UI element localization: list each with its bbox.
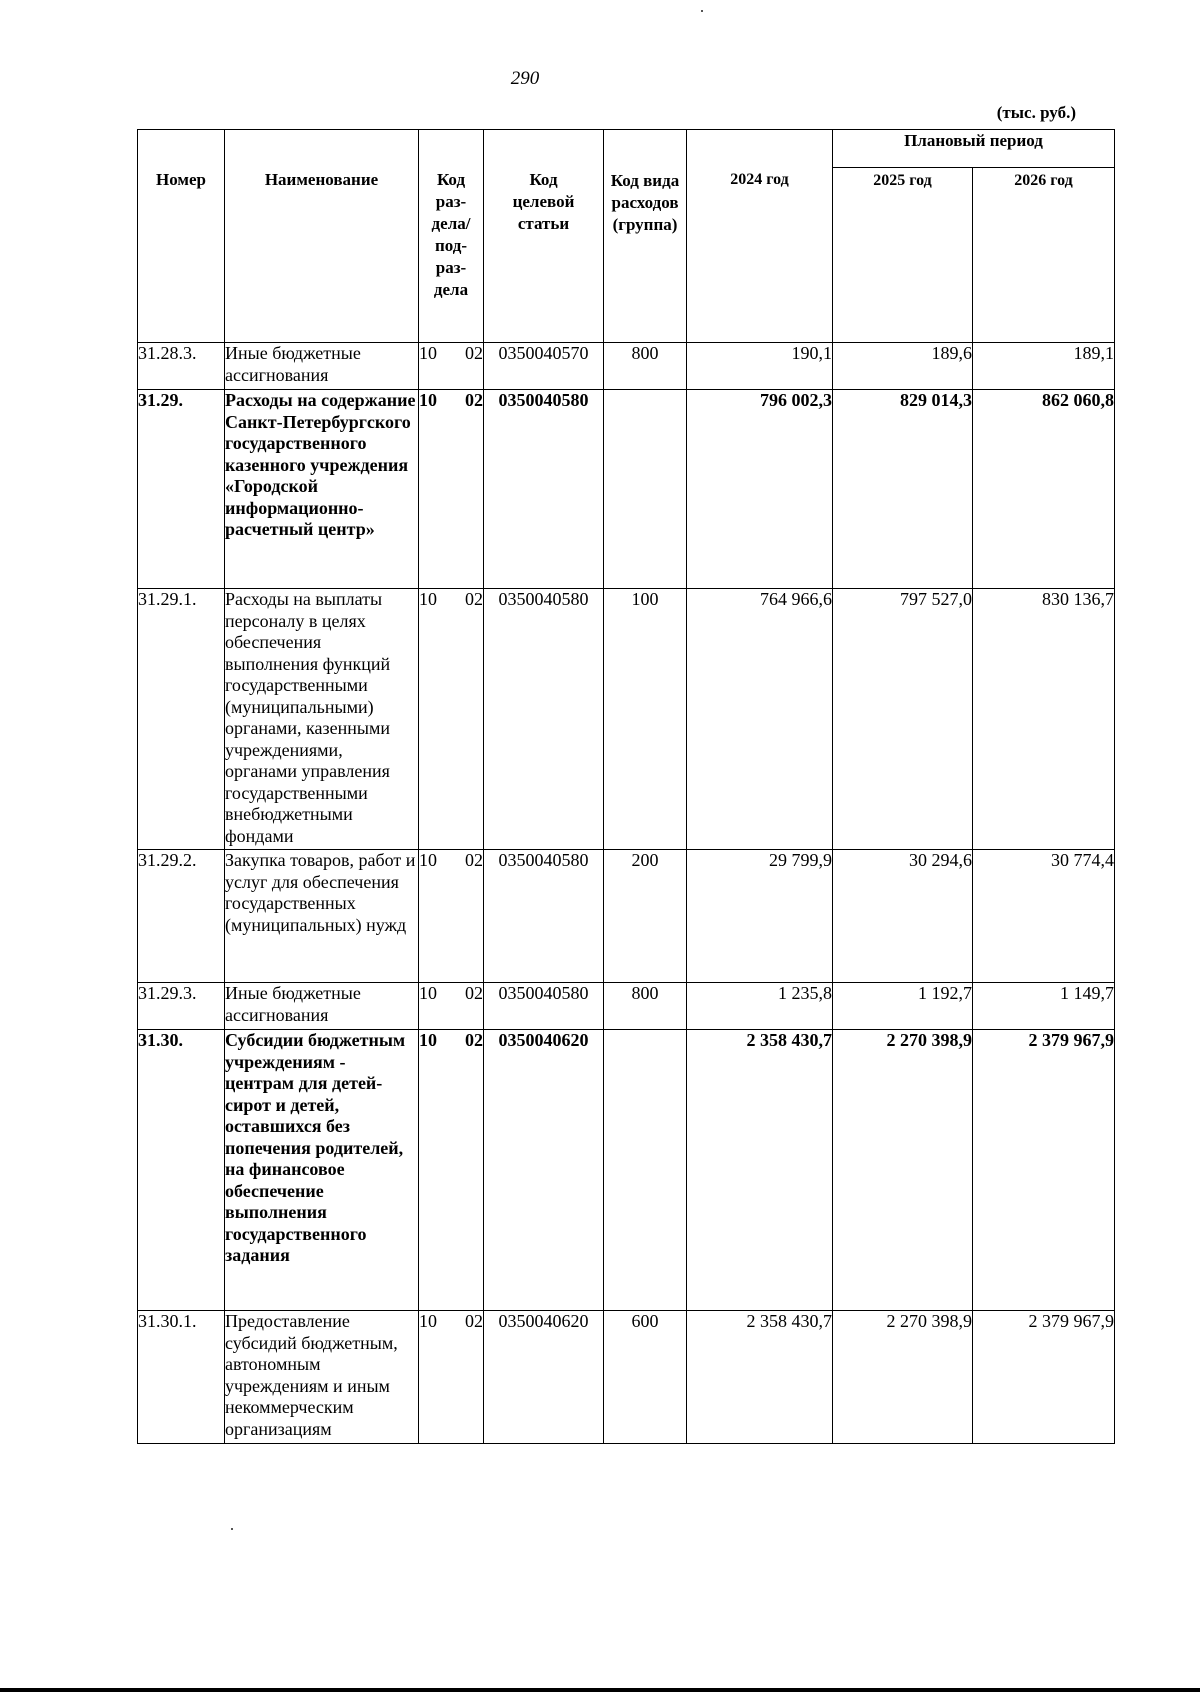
- section-code: 10: [419, 589, 437, 609]
- row-amount-2024: 190,1: [687, 343, 833, 390]
- row-target-code: 0350040580: [484, 983, 604, 1030]
- budget-table: [137, 129, 1115, 1444]
- units-label: (тыс. руб.): [996, 103, 1076, 122]
- subsection-code: 02: [465, 1030, 483, 1050]
- row-number: 31.29.: [138, 390, 225, 589]
- row-amount-2024: 796 002,3: [687, 390, 833, 589]
- row-expense-type: 200: [604, 850, 687, 983]
- table-row: [138, 850, 1115, 983]
- row-name: Закупка товаров, работ и услуг для обеспечения государственных (муниципальных) нужд: [225, 850, 419, 983]
- row-section-code: [419, 1030, 484, 1311]
- row-number: 31.29.3.: [138, 983, 225, 1030]
- subsection-code: 02: [465, 850, 483, 870]
- row-section-code: [419, 390, 484, 589]
- bottom-rule: [0, 1688, 1200, 1692]
- table-row: [138, 390, 1115, 589]
- row-number: 31.28.3.: [138, 343, 225, 390]
- row-amount-2026: 2 379 967,9: [973, 1030, 1115, 1311]
- table-row: [138, 1030, 1115, 1311]
- row-amount-2024: 2 358 430,7: [687, 1311, 833, 1444]
- header-expense-type: Код вида расходов (группа): [604, 130, 687, 343]
- subsection-code: 02: [465, 343, 483, 363]
- row-amount-2026: 189,1: [973, 343, 1115, 390]
- header-target: Код целевой статьи: [484, 130, 604, 343]
- row-target-code: 0350040580: [484, 850, 604, 983]
- row-number: 31.29.2.: [138, 850, 225, 983]
- table-body: [138, 343, 1115, 1444]
- header-name: Наименование: [225, 130, 419, 343]
- row-name: Иные бюджетные ассигнования: [225, 983, 419, 1030]
- row-expense-type: 800: [604, 343, 687, 390]
- row-section-code: [419, 343, 484, 390]
- page-number: 290: [510, 68, 540, 89]
- header-section: Код раз- дела/ под- раз- дела: [419, 130, 484, 343]
- table-row: [138, 589, 1115, 850]
- section-code: 10: [419, 390, 437, 410]
- header-planned-period: Плановый период: [833, 130, 1115, 168]
- row-amount-2026: 30 774,4: [973, 850, 1115, 983]
- row-amount-2026: 830 136,7: [973, 589, 1115, 850]
- row-target-code: 0350040580: [484, 589, 604, 850]
- section-code: 10: [419, 1030, 437, 1050]
- section-code: 10: [419, 1311, 437, 1331]
- row-name: Предоставление субсидий бюджетным, автономным учреждениям и иным некоммерческим организациям: [225, 1311, 419, 1444]
- row-expense-type: 800: [604, 983, 687, 1030]
- row-amount-2025: 30 294,6: [833, 850, 973, 983]
- scan-speck: [231, 1528, 233, 1530]
- row-number: 31.29.1.: [138, 589, 225, 850]
- section-code: 10: [419, 983, 437, 1003]
- header-2025: 2025 год: [833, 168, 973, 343]
- row-section-code: [419, 850, 484, 983]
- row-target-code: 0350040570: [484, 343, 604, 390]
- row-name: Субсидии бюджетным учреждениям - центрам для детей-сирот и детей, оставшихся без попечения родителей, на финансовое обеспечение выполнения государственного задания: [225, 1030, 419, 1311]
- row-expense-type: [604, 390, 687, 589]
- row-name: Расходы на выплаты персоналу в целях обеспечения выполнения функций государственными (муниципальными) органами, казенными учреждениями, органами управления государственными внебюджетными фондами: [225, 589, 419, 850]
- row-name: Иные бюджетные ассигнования: [225, 343, 419, 390]
- header-number: Номер: [138, 130, 225, 343]
- row-number: 31.30.: [138, 1030, 225, 1311]
- subsection-code: 02: [465, 589, 483, 609]
- section-code: 10: [419, 850, 437, 870]
- scan-speck: [701, 10, 703, 12]
- row-amount-2024: 29 799,9: [687, 850, 833, 983]
- row-amount-2024: 2 358 430,7: [687, 1030, 833, 1311]
- row-amount-2026: 1 149,7: [973, 983, 1115, 1030]
- row-section-code: [419, 589, 484, 850]
- subsection-code: 02: [465, 983, 483, 1003]
- row-amount-2026: 862 060,8: [973, 390, 1115, 589]
- row-expense-type: 100: [604, 589, 687, 850]
- row-amount-2024: 1 235,8: [687, 983, 833, 1030]
- row-amount-2025: 2 270 398,9: [833, 1311, 973, 1444]
- row-section-code: [419, 983, 484, 1030]
- row-amount-2025: 797 527,0: [833, 589, 973, 850]
- row-number: 31.30.1.: [138, 1311, 225, 1444]
- table-row: [138, 983, 1115, 1030]
- row-amount-2024: 764 966,6: [687, 589, 833, 850]
- row-amount-2026: 2 379 967,9: [973, 1311, 1115, 1444]
- row-target-code: 0350040620: [484, 1030, 604, 1311]
- table-row: [138, 1311, 1115, 1444]
- row-section-code: [419, 1311, 484, 1444]
- header-2024: 2024 год: [687, 130, 833, 343]
- row-expense-type: [604, 1030, 687, 1311]
- row-amount-2025: 189,6: [833, 343, 973, 390]
- row-name: Расходы на содержание Санкт-Петербургского государственного казенного учреждения «Городской информационно-расчетный центр»: [225, 390, 419, 589]
- subsection-code: 02: [465, 1311, 483, 1331]
- row-expense-type: 600: [604, 1311, 687, 1444]
- table-row: [138, 343, 1115, 390]
- row-amount-2025: 829 014,3: [833, 390, 973, 589]
- row-target-code: 0350040620: [484, 1311, 604, 1444]
- table-header: [138, 130, 1115, 343]
- subsection-code: 02: [465, 390, 483, 410]
- header-2026: 2026 год: [973, 168, 1115, 343]
- row-target-code: 0350040580: [484, 390, 604, 589]
- section-code: 10: [419, 343, 437, 363]
- row-amount-2025: 1 192,7: [833, 983, 973, 1030]
- row-amount-2025: 2 270 398,9: [833, 1030, 973, 1311]
